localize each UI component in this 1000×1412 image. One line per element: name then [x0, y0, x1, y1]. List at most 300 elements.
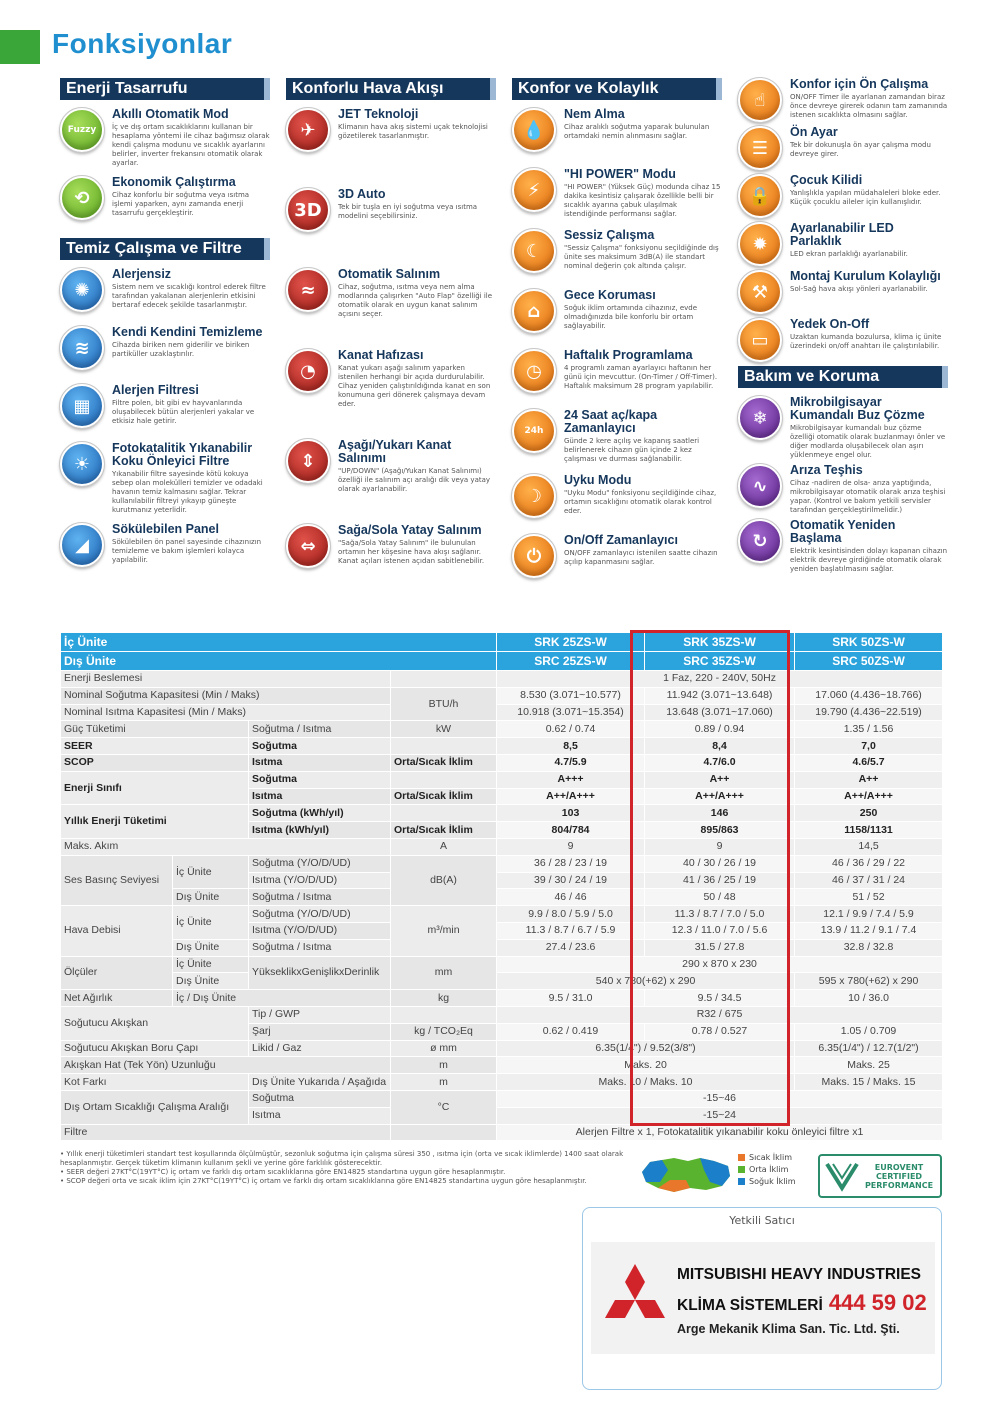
cell-value: Maks. 10 / Maks. 10 [497, 1074, 795, 1091]
row-label: Güç Tüketimi [61, 721, 249, 738]
cell-value: 8,5 [497, 738, 645, 755]
row-sublabel: Dış Ünite Yukarıda / Aşağıda [249, 1074, 391, 1091]
legend-item: Orta İklim [738, 1164, 796, 1176]
cell-value: 6.35(1/4") / 12.7(1/2") [795, 1040, 943, 1057]
cell-value: 103 [497, 805, 645, 822]
cell-value: 250 [795, 805, 943, 822]
table-row [61, 855, 943, 872]
row-sublabel: Soğutma [249, 738, 391, 755]
jet-icon: ✈ [286, 108, 330, 152]
row-sublabel: Soğutma [249, 771, 391, 788]
feature-title: Konfor için Ön Çalışma [790, 77, 929, 91]
table-row [61, 704, 943, 721]
unit-cell: Orta/Sıcak İklim [391, 788, 497, 805]
table-row [61, 1040, 943, 1057]
feature-description: Cihaz konforlu bir soğutma veya ısıtma işlemi yaparken, aynı zamanda enerji tasarrufu gerçekleştirir. [112, 191, 250, 217]
cell-value: 12.3 / 11.0 / 7.0 / 5.6 [645, 922, 795, 939]
feature-title: Nem Alma [564, 107, 625, 121]
cell-value: 19.790 (4.436~22.519) [795, 704, 943, 721]
economy-icon: ⟲ [60, 176, 104, 220]
filter-icon: ▦ [60, 384, 104, 428]
table-row [61, 771, 943, 788]
row-label: Net Ağırlık [61, 990, 173, 1007]
cell-value: 31.5 / 27.8 [645, 939, 795, 956]
unit-cell: Orta/Sıcak İklim [391, 822, 497, 839]
silent-icon: ☾ [512, 229, 556, 273]
cell-value: 12.1 / 9.9 / 7.4 / 5.9 [795, 906, 943, 923]
feature-item [286, 188, 496, 238]
defrost-icon: ❄ [738, 396, 782, 440]
cell-value: 27.4 / 23.6 [497, 939, 645, 956]
cell-value: 13.648 (3.071~17.060) [645, 704, 795, 721]
table-row [61, 805, 943, 822]
diagnosis-icon: ∿ [738, 464, 782, 508]
feature-title: Gece Koruması [564, 288, 656, 302]
cell-value: 6.35(1/4") / 9.52(3/8") [497, 1040, 795, 1057]
feature-item [60, 442, 270, 515]
cell-value: 8.530 (3.071~10.577) [497, 687, 645, 704]
3d-auto-icon: 3D [286, 188, 330, 232]
unit-cell: mm [391, 956, 497, 990]
feature-title: Akıllı Otomatik Mod [112, 107, 229, 121]
dealer-phone: 444 59 02 [828, 1290, 927, 1315]
cell-value: A++/A+++ [645, 788, 795, 805]
panel-icon: ◢ [60, 523, 104, 567]
cell-value: 10.918 (3.071~15.354) [497, 704, 645, 721]
feature-title: Sökülebilen Panel [112, 522, 219, 536]
table-row [61, 906, 943, 923]
row-sublabel: İç / Dış Ünite [173, 990, 391, 1007]
feature-title: Mikrobilgisayar Kumandalı Buz Çözme [790, 395, 925, 422]
feature-item [60, 523, 270, 573]
cell-value: 1.05 / 0.709 [795, 1023, 943, 1040]
dehumidify-icon: 💧 [512, 108, 556, 152]
feature-title: JET Teknoloji [338, 107, 419, 121]
cell-value: A+++ [497, 771, 645, 788]
legend-item: Sıcak İklim [738, 1152, 796, 1164]
table-row [61, 671, 943, 688]
feature-title: Arıza Teşhis [790, 463, 863, 477]
feature-title: Kanat Hafızası [338, 348, 424, 362]
legend-swatch [738, 1154, 745, 1161]
feature-item [512, 289, 722, 339]
feature-title: Alerjensiz [112, 267, 172, 281]
legend-swatch [738, 1166, 745, 1173]
feature-description: ON/OFF zamanlayıcı istenilen saatte cihazın açılıp kapanmasını sağlar. [564, 549, 718, 566]
cell-value: 0.62 / 0.419 [497, 1023, 645, 1040]
cell-value: 0.62 / 0.74 [497, 721, 645, 738]
row-sublabel: Soğutma / Isıtma [249, 721, 391, 738]
feature-item [512, 168, 722, 219]
feature-description: Uzaktan kumanda bozulursa, klima iç ünite üzerindeki on/off anahtarı ile çalıştırılabilir. [790, 333, 942, 350]
row-sublabel: İç Ünite [173, 906, 249, 940]
cell-value: -15~24 [497, 1107, 943, 1124]
allergen-icon: ✺ [60, 268, 104, 312]
feature-title: Yedek On-Off [790, 317, 870, 331]
feature-column [512, 78, 722, 594]
row-sublabel: Soğutma / Isıtma [249, 939, 391, 956]
row-label: Enerji Beslemesi [61, 671, 391, 688]
cell-value: 10 / 36.0 [795, 990, 943, 1007]
row-sublabel: Isıtma (kWh/yıl) [249, 822, 391, 839]
cell-value: 46 / 36 / 29 / 22 [795, 855, 943, 872]
table-row [61, 973, 943, 990]
cell-value: 1158/1131 [795, 822, 943, 839]
table-row [61, 1074, 943, 1091]
feature-item [60, 108, 270, 168]
feature-description: Cihaz aralıklı soğutma yaparak bulunulan ortamdaki nemin alınmasını sağlar. [564, 123, 710, 140]
row-sublabel: Isıtma [249, 1107, 391, 1124]
footnote: • SEER değeri 27KT°C(19YT°C) iç ortam ve farklı dış ortam sıcaklıklarına göre EN14825 standartına uygun göre hesaplanmıştır. [60, 1168, 506, 1176]
footnote: • SCOP değeri orta ve sıcak iklim için 27KT°C(19YT°C) iç ortam ve farklı dış ortam sıcaklıklarına göre EN14825 standartına uygun göre hesaplanmıştır. [60, 1177, 587, 1185]
row-label: Soğutucu Akışkan [61, 1006, 249, 1040]
row-label: Enerji Sınıfı [61, 771, 249, 805]
cell-value: 1 Faz, 220 - 240V, 50Hz [497, 671, 943, 688]
mitsubishi-logo-icon [597, 1262, 673, 1340]
row-sublabel: Soğutma (Y/O/D/UD) [249, 855, 391, 872]
unit-cell: kW [391, 721, 497, 738]
feature-title: 24 Saat aç/kapa Zamanlayıcı [564, 408, 658, 435]
row-sublabel: YükseklikxGenişlikxDerinlik [249, 956, 391, 990]
feature-description: Yanlışlıkla yapılan müdahaleleri bloke eder. Küçük çocuklu aileler için kullanışlıdır. [790, 189, 941, 206]
model-3-outdoor: SRC 50ZS-W [795, 652, 943, 671]
feature-description: LED ekran parlaklığı ayarlanabilir. [790, 250, 908, 258]
vertical-swing-icon: ⇕ [286, 439, 330, 483]
feature-description: "HI POWER" (Yüksek Güç) modunda cihaz 15 dakika kesintisiz çalışarak özellikle belli bir sıcaklık ayarına çabuk ulaşılmak istendiğinde performansı sağlar. [564, 183, 721, 218]
table-row [61, 687, 943, 704]
feature-item [738, 318, 948, 362]
feature-column [286, 78, 496, 604]
row-label: Nominal Soğutma Kapasitesi (Min / Maks) [61, 687, 391, 704]
cell-value: A++ [795, 771, 943, 788]
horizontal-swing-icon: ⇔ [286, 524, 330, 568]
feature-item [286, 108, 496, 158]
feature-description: ON/OFF Timer ile ayarlanan zamandan biraz önce devreye girerek odanın tam zamanında istenen sıcaklıkta olmasını sağlar. [790, 93, 948, 119]
eurovent-line: EUROVENT [874, 1162, 924, 1172]
cell-value: 146 [645, 805, 795, 822]
self-clean-icon: ≋ [60, 326, 104, 370]
cell-value: 1.35 / 1.56 [795, 721, 943, 738]
cell-value: 11.3 / 8.7 / 7.0 / 5.0 [645, 906, 795, 923]
row-label: Ses Basınç Seviyesi [61, 855, 173, 905]
auto-restart-icon: ↻ [738, 519, 782, 563]
cell-value: Maks. 15 / Maks. 15 [795, 1074, 943, 1091]
feature-item [60, 384, 270, 434]
legend-item: Soğuk İklim [738, 1176, 796, 1188]
feature-description: Soğuk iklim ortamında cihazınız, evde olmadığınızda bile konforlu bir ortam sağlayabilir. [564, 304, 698, 330]
weekly-timer-icon: ◷ [512, 349, 556, 393]
unit-cell: m³/min [391, 906, 497, 956]
eurovent-line: CERTIFIED [875, 1171, 923, 1181]
dealer-title: Yetkili Satıcı [729, 1214, 795, 1227]
row-sublabel: Dış Ünite [173, 939, 249, 956]
cell-value: A++ [645, 771, 795, 788]
row-sublabel: Isıtma (Y/O/D/UD) [249, 872, 391, 889]
feature-title: On/Off Zamanlayıcı [564, 533, 678, 547]
cell-value: 32.8 / 32.8 [795, 939, 943, 956]
row-label: Soğutucu Akışkan Boru Çapı [61, 1040, 249, 1057]
row-label: Akışkan Hat (Tek Yön) Uzunluğu [61, 1057, 391, 1074]
cell-value: 9 [645, 838, 795, 855]
led-icon: ✹ [738, 222, 782, 266]
pre-run-icon: ☝ [738, 78, 782, 122]
cell-value: 17.060 (4.436~18.766) [795, 687, 943, 704]
table-row [61, 721, 943, 738]
feature-description: Sökülebilen ön panel sayesinde cihazınızın temizleme ve bakım işlemleri kolayca yapılabilir. [112, 538, 262, 564]
photocatalytic-icon: ☀ [60, 442, 104, 486]
cell-value: 7,0 [795, 738, 943, 755]
feature-description: "UP/DOWN" (Aşağı/Yukarı Kanat Salınımı) özelliği ile salınım açı aralığı dik veya yatay olarak ayarlanabilir. [338, 467, 491, 493]
unit-cell: Orta/Sıcak İklim [391, 754, 497, 771]
row-sublabel: Soğutma [249, 1090, 391, 1107]
row-sublabel: Tip / GWP [249, 1006, 391, 1023]
feature-title: Çocuk Kilidi [790, 173, 863, 187]
feature-description: Kanat yukarı aşağı salınım yaparken istenilen herhangi bir açıda durdurulabilir. Cihaz yeniden çalıştırıldığında kanat en son konumuna geri dönerek çalışmaya devam eder. [338, 364, 491, 408]
table-row [61, 1090, 943, 1107]
cell-value: 0.78 / 0.527 [645, 1023, 795, 1040]
feature-title: Alerjen Filtresi [112, 383, 199, 397]
cell-value: 11.942 (3.071~13.648) [645, 687, 795, 704]
feature-item [512, 349, 722, 399]
feature-description: "Sağa/Sola Yatay Salınım" ile bulunulan ortamın her köşesine hava akışı sağlanır. Kanat açıları istenen açıdan sabitlenebilir. [338, 539, 485, 565]
row-sublabel: Şarj [249, 1023, 391, 1040]
night-icon: ⌂ [512, 289, 556, 333]
child-lock-icon: 🔒 [738, 174, 782, 218]
preset-icon: ☰ [738, 126, 782, 170]
feature-description: Tek bir tuşla en iyi soğutma veya ısıtma modelini seçebilirsiniz. [338, 203, 478, 220]
feature-title: 3D Auto [338, 187, 386, 201]
feature-description: Sol-Sağ hava akışı yönleri ayarlanabilir. [790, 285, 928, 293]
section-heading: Temiz Çalışma ve Filtre [60, 238, 270, 260]
cell-value: 9 [497, 838, 645, 855]
row-sublabel: Isıtma (Y/O/D/UD) [249, 922, 391, 939]
cell-value: A++/A+++ [497, 788, 645, 805]
feature-item [60, 326, 270, 376]
cell-value: 595 x 780(+62) x 290 [795, 973, 943, 990]
feature-description: Mikrobilgisayar kumandalı buz çözme özelliği otomatik olarak buzlanmayı önler ve diğer modlarda oluşabilecek olan aşırı yüklenmeye engel olur. [790, 424, 946, 459]
feature-description: Klimanın hava akış sistemi uçak teknolojisi gözetilerek tasarlanmıştır. [338, 123, 488, 140]
row-sublabel: Soğutma (kWh/yıl) [249, 805, 391, 822]
feature-title: "HI POWER" Modu [564, 167, 676, 181]
feature-description: "Uyku Modu" fonksiyonu seçildiğinde cihaz, ortamın sıcaklığını otomatik olarak kontrol eder. [564, 489, 717, 515]
feature-item [738, 396, 948, 460]
table-row [61, 939, 943, 956]
row-sublabel: Isıtma [249, 788, 391, 805]
feature-description: 4 programlı zaman ayarlayıcı haftanın her günü için mevcuttur. (On-Timer / Off-Timer). Haftalık maksimum 28 program yapılabilir. [564, 364, 718, 390]
row-sublabel: Likid / Gaz [249, 1040, 391, 1057]
feature-item [738, 174, 948, 218]
table-row [61, 1124, 943, 1141]
model-2-indoor: SRK 35ZS-W [645, 633, 795, 652]
cell-value: 4.7/5.9 [497, 754, 645, 771]
cell-value: 11.3 / 8.7 / 6.7 / 5.9 [497, 922, 645, 939]
feature-item [512, 474, 722, 524]
row-sublabel: Dış Ünite [173, 973, 249, 990]
eurovent-badge [818, 1154, 942, 1198]
feature-description: Tek bir dokunuşla ön ayar çalışma modu devreye girer. [790, 141, 931, 158]
unit-cell: kg [391, 990, 497, 1007]
feature-title: Montaj Kurulum Kolaylığı [790, 269, 941, 283]
feature-item [60, 268, 270, 318]
feature-title: Sağa/Sola Yatay Salınım [338, 523, 482, 537]
feature-item [286, 524, 496, 574]
feature-title: Kendi Kendini Temizleme [112, 325, 263, 339]
footnotes [60, 1150, 635, 1186]
cell-value: Maks. 25 [795, 1057, 943, 1074]
cell-value: 50 / 48 [645, 889, 795, 906]
unit-cell: A [391, 838, 497, 855]
feature-title: Ön Ayar [790, 125, 838, 139]
dealer-company: Arge Mekanik Klima San. Tic. Ltd. Şti. [677, 1322, 900, 1336]
feature-item [738, 222, 948, 266]
feature-description: Günde 2 kere açılış ve kapanış saatleri belirlenerek cihazın gün içinde 2 kez çalışması ve durması sağlanabilir. [564, 437, 700, 463]
feature-item [512, 409, 722, 464]
feature-title: Uyku Modu [564, 473, 632, 487]
dealer-box [582, 1207, 942, 1390]
header-row-indoor [61, 633, 943, 652]
footnote: • Yıllık enerji tüketimleri standart test koşullarında ölçülmüştür, sezonluk soğutma için çalışma süresi 350 , ısıtma için (orta ve sıcak iklimlerde) 1400 saat olarak hesaplanmıştır. Gerçek tüketim klimanın kullanım şekli ve yerine göre farklılık gösterecektir. [60, 1150, 624, 1167]
header-indoor-label: İç Ünite [61, 633, 497, 652]
row-label: Maks. Akım [61, 838, 391, 855]
row-sublabel: Dış Ünite [173, 889, 249, 906]
flap-memory-icon: ◔ [286, 349, 330, 393]
feature-title: Ayarlanabilir LED Parlaklık [790, 221, 894, 248]
row-sublabel: Soğutma / Isıtma [249, 889, 391, 906]
sleep-icon: ☽ [512, 474, 556, 518]
section-heading: Konforlu Hava Akışı [286, 78, 496, 100]
row-label: Kot Farkı [61, 1074, 249, 1091]
climate-map-icon [640, 1152, 732, 1196]
feature-column [60, 78, 270, 581]
feature-title: Aşağı/Yukarı Kanat Salınımı [338, 438, 452, 465]
row-label: SCOP [61, 754, 249, 771]
row-label: Dış Ortam Sıcaklığı Çalışma Aralığı [61, 1090, 249, 1124]
cell-value: 9.5 / 34.5 [645, 990, 795, 1007]
feature-item [512, 534, 722, 584]
feature-description: Cihaz -nadiren de olsa- arıza yaptığında, mikrobilgisayar otomatik olarak arıza teşhisi yapar. (Kontrol ve bakım yetkili servisler tarafından gerçekleştirilmelidir.) [790, 479, 946, 514]
cell-value: 13.9 / 11.2 / 9.1 / 7.4 [795, 922, 943, 939]
cell-value: 46 / 37 / 31 / 24 [795, 872, 943, 889]
feature-item [286, 268, 496, 319]
cell-value: R32 / 675 [497, 1006, 943, 1023]
feature-item [60, 176, 270, 226]
cell-value: 4.6/5.7 [795, 754, 943, 771]
header-row-outdoor [61, 652, 943, 671]
hi-power-icon: ⚡ [512, 168, 556, 212]
feature-item [738, 270, 948, 314]
feature-item [512, 108, 722, 158]
table-row [61, 754, 943, 771]
cell-value: 36 / 28 / 23 / 19 [497, 855, 645, 872]
section-heading: Enerji Tasarrufu [60, 78, 270, 100]
legend-swatch [738, 1178, 745, 1185]
feature-title: Haftalık Programlama [564, 348, 693, 362]
feature-item [286, 349, 496, 409]
row-label: Nominal Isıtma Kapasitesi (Min / Maks) [61, 704, 391, 721]
cell-value: 40 / 30 / 26 / 19 [645, 855, 795, 872]
unit-cell: m [391, 1057, 497, 1074]
unit-cell: ø mm [391, 1040, 497, 1057]
table-row [61, 738, 943, 755]
auto-swing-icon: ≈ [286, 268, 330, 312]
cell-value: A++/A+++ [795, 788, 943, 805]
row-sublabel: İç Ünite [173, 956, 249, 973]
section-heading: Konfor ve Kolaylık [512, 78, 722, 100]
row-label: Yıllık Enerji Tüketimi [61, 805, 249, 839]
cell-value: -15~46 [497, 1090, 943, 1107]
backup-switch-icon: ▭ [738, 318, 782, 362]
row-label: Hava Debisi [61, 906, 173, 956]
model-3-indoor: SRK 50ZS-W [795, 633, 943, 652]
cell-value: 41 / 36 / 25 / 19 [645, 872, 795, 889]
cell-value: 4.7/6.0 [645, 754, 795, 771]
24h-timer-icon: 24h [512, 409, 556, 453]
model-2-outdoor: SRC 35ZS-W [645, 652, 795, 671]
dealer-card [591, 1242, 935, 1354]
model-1-indoor: SRK 25ZS-W [497, 633, 645, 652]
dealer-line2 [677, 1290, 927, 1316]
feature-description: Yıkanabilir filtre sayesinde kötü kokuya sebep olan molekülleri temizler ve odadaki havanın temiz kalmasını sağlar. Tekrar kullanılabilir filtreyi yıkayıp güneşte kurutmanız yeterlidir. [112, 470, 263, 514]
cell-value: 895/863 [645, 822, 795, 839]
unit-cell: dB(A) [391, 855, 497, 905]
feature-item [738, 464, 948, 515]
feature-title: Otomatik Salınım [338, 267, 441, 281]
cell-value: 804/784 [497, 822, 645, 839]
cell-value: 51 / 52 [795, 889, 943, 906]
table-row [61, 990, 943, 1007]
table-row [61, 889, 943, 906]
on-off-timer-icon: ⏻ [512, 534, 556, 578]
feature-title: Ekonomik Çalıştırma [112, 175, 236, 189]
feature-description: Filtre polen, bit gibi ev hayvanlarında oluşabilecek bütün alerjenleri yakalar ve etkisiz hale getirir. [112, 399, 255, 425]
page-title: Fonksiyonlar [52, 28, 233, 59]
cell-value: 39 / 30 / 24 / 19 [497, 872, 645, 889]
cell-value: 46 / 46 [497, 889, 645, 906]
row-label: SEER [61, 738, 249, 755]
table-row [61, 956, 943, 973]
row-label: Filtre [61, 1124, 391, 1141]
cell-value: 8,4 [645, 738, 795, 755]
feature-item [738, 78, 948, 122]
row-sublabel: Isıtma [249, 754, 391, 771]
row-label: Ölçüler [61, 956, 173, 990]
feature-item [738, 519, 948, 574]
feature-column [738, 78, 948, 578]
cell-value: 0.89 / 0.94 [645, 721, 795, 738]
dealer-name: MITSUBISHI HEAVY INDUSTRIES [677, 1266, 922, 1283]
feature-description: Sistem nem ve sıcaklığı kontrol ederek filtre tarafından yakalanan alerjenlerin etkisini bertaraf edecek şekilde tasarlanmıştır. [112, 283, 266, 309]
feature-title: Otomatik Yeniden Başlama [790, 518, 896, 545]
feature-description: Cihazda biriken nem giderilir ve biriken partiküller uzaklaştırılır. [112, 341, 250, 358]
climate-legend [738, 1152, 796, 1188]
dealer-division: KLİMA SİSTEMLERİ [677, 1297, 823, 1314]
cell-value: 14,5 [795, 838, 943, 855]
cell-value: 540 x 780(+62) x 290 [497, 973, 795, 990]
feature-title: Sessiz Çalışma [564, 228, 655, 242]
feature-description: "Sessiz Çalışma" fonksiyonu seçildiğinde dış ünite ses maksimum 3dB(A) ile standart nominal değerin çok altında çalışır. [564, 244, 719, 270]
title-accent-bar [0, 30, 40, 64]
cell-value: 9.9 / 8.0 / 5.9 / 5.0 [497, 906, 645, 923]
cell-value: 9.5 / 31.0 [497, 990, 645, 1007]
feature-description: İç ve dış ortam sıcaklıklarını kullanan bir hesaplama yöntemi ile cihaz bağımsız olarak kendi çalışma modunu ve sıcaklık ayarlarını belirler, inverter frekansını otomatik olarak ayarlar. [112, 123, 270, 167]
eurovent-logo-icon [823, 1158, 861, 1194]
feature-description: Cihaz, soğutma, ısıtma veya nem alma modlarında çalışırken "Auto Flap" özelliği ile otomatik olarak en uygun kanat salınım açısını seçer. [338, 283, 493, 318]
header-outdoor-label: Dış Ünite [61, 652, 497, 671]
unit-cell: °C [391, 1090, 497, 1124]
spec-table [60, 632, 943, 1141]
table-row [61, 1057, 943, 1074]
cell-value: Maks. 20 [497, 1057, 795, 1074]
